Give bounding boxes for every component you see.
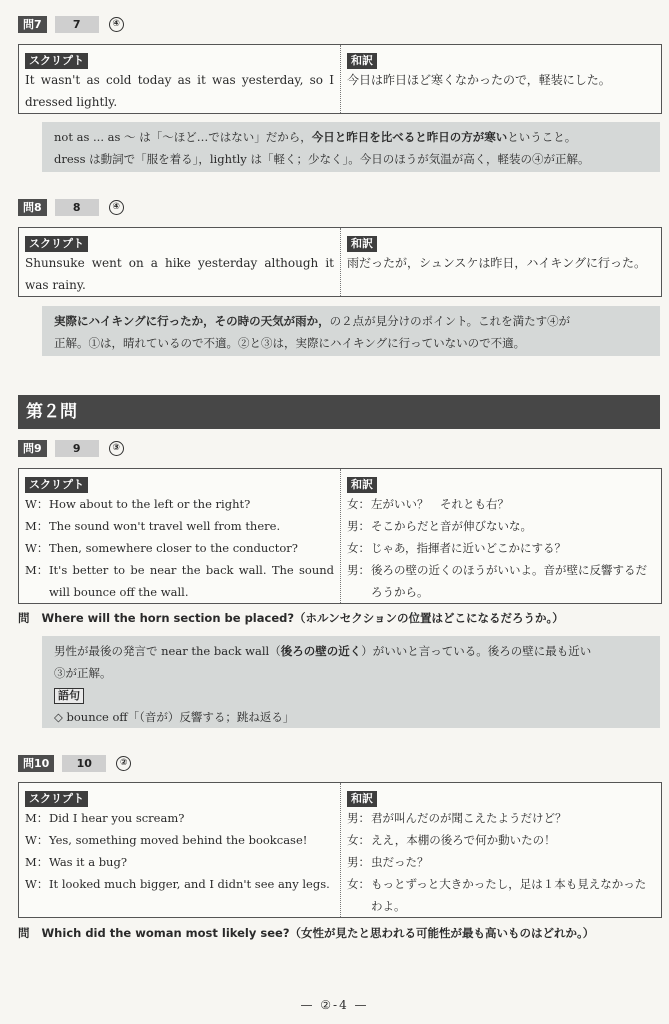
script-text: It wasn't as cold today as it was yesterday, so I dressed lightly. bbox=[25, 73, 334, 109]
dialogue-line bbox=[25, 559, 334, 603]
dialogue-text: 虫だった？ bbox=[371, 855, 429, 869]
dialogue-text: It looked much bigger, and I didn't see any legs. bbox=[49, 877, 330, 891]
script-column bbox=[19, 45, 341, 113]
q7-script-box bbox=[18, 44, 662, 114]
dialogue-text: It's better to be near the back wall. The sound will bounce off the wall. bbox=[49, 563, 334, 599]
speaker-label: 男： bbox=[347, 811, 370, 825]
translation-column bbox=[341, 469, 661, 603]
note-text: not as ... as ～ は「～ほど…ではない」だから， bbox=[54, 130, 312, 144]
question-label: 問 bbox=[18, 611, 30, 625]
answer-number: 9 bbox=[55, 440, 99, 457]
q9-script-box bbox=[18, 468, 662, 604]
dialogue-line bbox=[347, 807, 655, 829]
speaker-label: 男： bbox=[347, 519, 370, 533]
script-tag: スクリプト bbox=[25, 236, 88, 252]
translation-tag: 和訳 bbox=[347, 53, 377, 69]
speaker-label: M： bbox=[25, 855, 49, 869]
dialogue-text: 左がいい？ それとも右？ bbox=[371, 497, 509, 511]
answer-number: 7 bbox=[55, 16, 99, 33]
dialogue-line bbox=[25, 851, 334, 873]
dialogue-line bbox=[25, 807, 334, 829]
dialogue-text: Was it a bug? bbox=[49, 855, 127, 869]
speaker-label: W： bbox=[25, 497, 49, 511]
dialogue-line bbox=[347, 829, 655, 851]
speaker-label: W： bbox=[25, 833, 49, 847]
dialogue-text: もっとずっと大きかったし，足は１本も見えなかったわよ。 bbox=[371, 877, 647, 913]
script-text: Shunsuke went on a hike yesterday although it was rainy. bbox=[25, 256, 334, 292]
dialogue-line bbox=[25, 515, 334, 537]
dialogue-line bbox=[347, 851, 655, 873]
q10-header bbox=[18, 755, 131, 772]
translation-text: 雨だったが，シュンスケは昨日，ハイキングに行った。 bbox=[347, 256, 647, 270]
note-text: の２点が見分けのポイント。これを満たす④が bbox=[329, 314, 571, 328]
script-tag: スクリプト bbox=[25, 477, 88, 493]
translation-column bbox=[341, 45, 661, 113]
translation-column bbox=[341, 783, 661, 917]
dialogue-line bbox=[347, 873, 655, 917]
dialogue-line bbox=[347, 559, 655, 603]
answer-circle: ④ bbox=[109, 17, 124, 32]
q7-explanation bbox=[42, 122, 660, 172]
dialogue-line bbox=[347, 537, 655, 559]
q8-header bbox=[18, 199, 124, 216]
q10-script-box bbox=[18, 782, 662, 918]
speaker-label: 女： bbox=[347, 541, 370, 555]
dialogue-text: じゃあ，指揮者に近いどこかにする？ bbox=[371, 541, 567, 555]
speaker-label: M： bbox=[25, 563, 49, 577]
speaker-label: M： bbox=[25, 519, 49, 533]
dialogue-text: Then, somewhere closer to the conductor? bbox=[49, 541, 298, 555]
section-title: 第２問 bbox=[18, 395, 660, 429]
dialogue-text: そこからだと音が伸びないな。 bbox=[371, 519, 532, 533]
note-text: dress は動詞で「服を着る」，lightly は「軽く；少なく」。今日のほうが気温が高く，軽装の④が正解。 bbox=[54, 152, 590, 166]
question-number: 問10 bbox=[18, 755, 54, 772]
speaker-label: 女： bbox=[347, 877, 370, 891]
speaker-label: 男： bbox=[347, 563, 370, 577]
q10-question bbox=[18, 925, 594, 941]
q7-header bbox=[18, 16, 124, 33]
translation-tag: 和訳 bbox=[347, 236, 377, 252]
dialogue-line bbox=[347, 515, 655, 537]
note-text: 男性が最後の発言で near the back wall（ bbox=[54, 644, 281, 658]
dialogue-text: 後ろの壁の近くのほうがいいよ。音が壁に反響するだろうから。 bbox=[371, 563, 647, 599]
q9-header bbox=[18, 440, 124, 457]
vocabulary-tag: 語句 bbox=[54, 688, 84, 704]
dialogue-text: 君が叫んだのが聞こえたようだけど？ bbox=[371, 811, 567, 825]
question-text: Where will the horn section be placed?（ホルンセクションの位置はどこになるだろうか。） bbox=[41, 611, 564, 625]
answer-circle: ③ bbox=[109, 441, 124, 456]
dialogue-text: Did I hear you scream? bbox=[49, 811, 185, 825]
q8-script-box bbox=[18, 227, 662, 297]
dialogue-text: How about to the left or the right? bbox=[49, 497, 251, 511]
translation-tag: 和訳 bbox=[347, 791, 377, 807]
speaker-label: W： bbox=[25, 877, 49, 891]
question-number: 問7 bbox=[18, 16, 47, 33]
note-text: ということ。 bbox=[507, 130, 577, 144]
speaker-label: 女： bbox=[347, 497, 370, 511]
q9-question bbox=[18, 610, 564, 626]
answer-number: 10 bbox=[62, 755, 106, 772]
answer-circle: ② bbox=[116, 756, 131, 771]
note-text: ③が正解。 bbox=[54, 666, 112, 680]
question-text: Which did the woman most likely see?（女性が見たと思われる可能性が最も高いものはどれか。） bbox=[41, 926, 595, 940]
note-emphasis: 実際にハイキングに行ったか，その時の天気が雨か， bbox=[54, 314, 330, 328]
q9-explanation bbox=[42, 636, 660, 728]
dialogue-text: The sound won't travel well from there. bbox=[49, 519, 281, 533]
dialogue-text: ええ，本棚の後ろで何か動いたの！ bbox=[371, 833, 556, 847]
speaker-label: 男： bbox=[347, 855, 370, 869]
question-number: 問8 bbox=[18, 199, 47, 216]
script-tag: スクリプト bbox=[25, 53, 88, 69]
translation-text: 今日は昨日ほど寒くなかったので，軽装にした。 bbox=[347, 73, 611, 87]
dialogue-line bbox=[25, 493, 334, 515]
question-number: 問9 bbox=[18, 440, 47, 457]
vocabulary-item: ◇ bounce off「（音が）反響する；跳ね返る」 bbox=[54, 710, 295, 724]
translation-column bbox=[341, 228, 661, 296]
question-label: 問 bbox=[18, 926, 30, 940]
answer-number: 8 bbox=[55, 199, 99, 216]
dialogue-line bbox=[347, 493, 655, 515]
speaker-label: 女： bbox=[347, 833, 370, 847]
dialogue-line bbox=[25, 873, 334, 895]
note-emphasis: 後ろの壁の近く bbox=[280, 644, 362, 658]
script-tag: スクリプト bbox=[25, 791, 88, 807]
dialogue-line bbox=[25, 829, 334, 851]
script-column bbox=[19, 228, 341, 296]
script-column bbox=[19, 783, 341, 917]
dialogue-text: Yes, something moved behind the bookcase! bbox=[49, 833, 308, 847]
translation-tag: 和訳 bbox=[347, 477, 377, 493]
page-number: — ②-4 — bbox=[300, 998, 369, 1012]
script-column bbox=[19, 469, 341, 603]
answer-circle: ④ bbox=[109, 200, 124, 215]
note-text: ）がいいと言っている。後ろの壁に最も近い bbox=[361, 644, 592, 658]
speaker-label: M： bbox=[25, 811, 49, 825]
speaker-label: W： bbox=[25, 541, 49, 555]
note-text: 正解。①は，晴れているので不適。②と③は，実際にハイキングに行っていないので不適。 bbox=[54, 336, 526, 350]
q8-explanation bbox=[42, 306, 660, 356]
note-emphasis: 今日と昨日を比べると昨日の方が寒い bbox=[311, 130, 508, 144]
dialogue-line bbox=[25, 537, 334, 559]
